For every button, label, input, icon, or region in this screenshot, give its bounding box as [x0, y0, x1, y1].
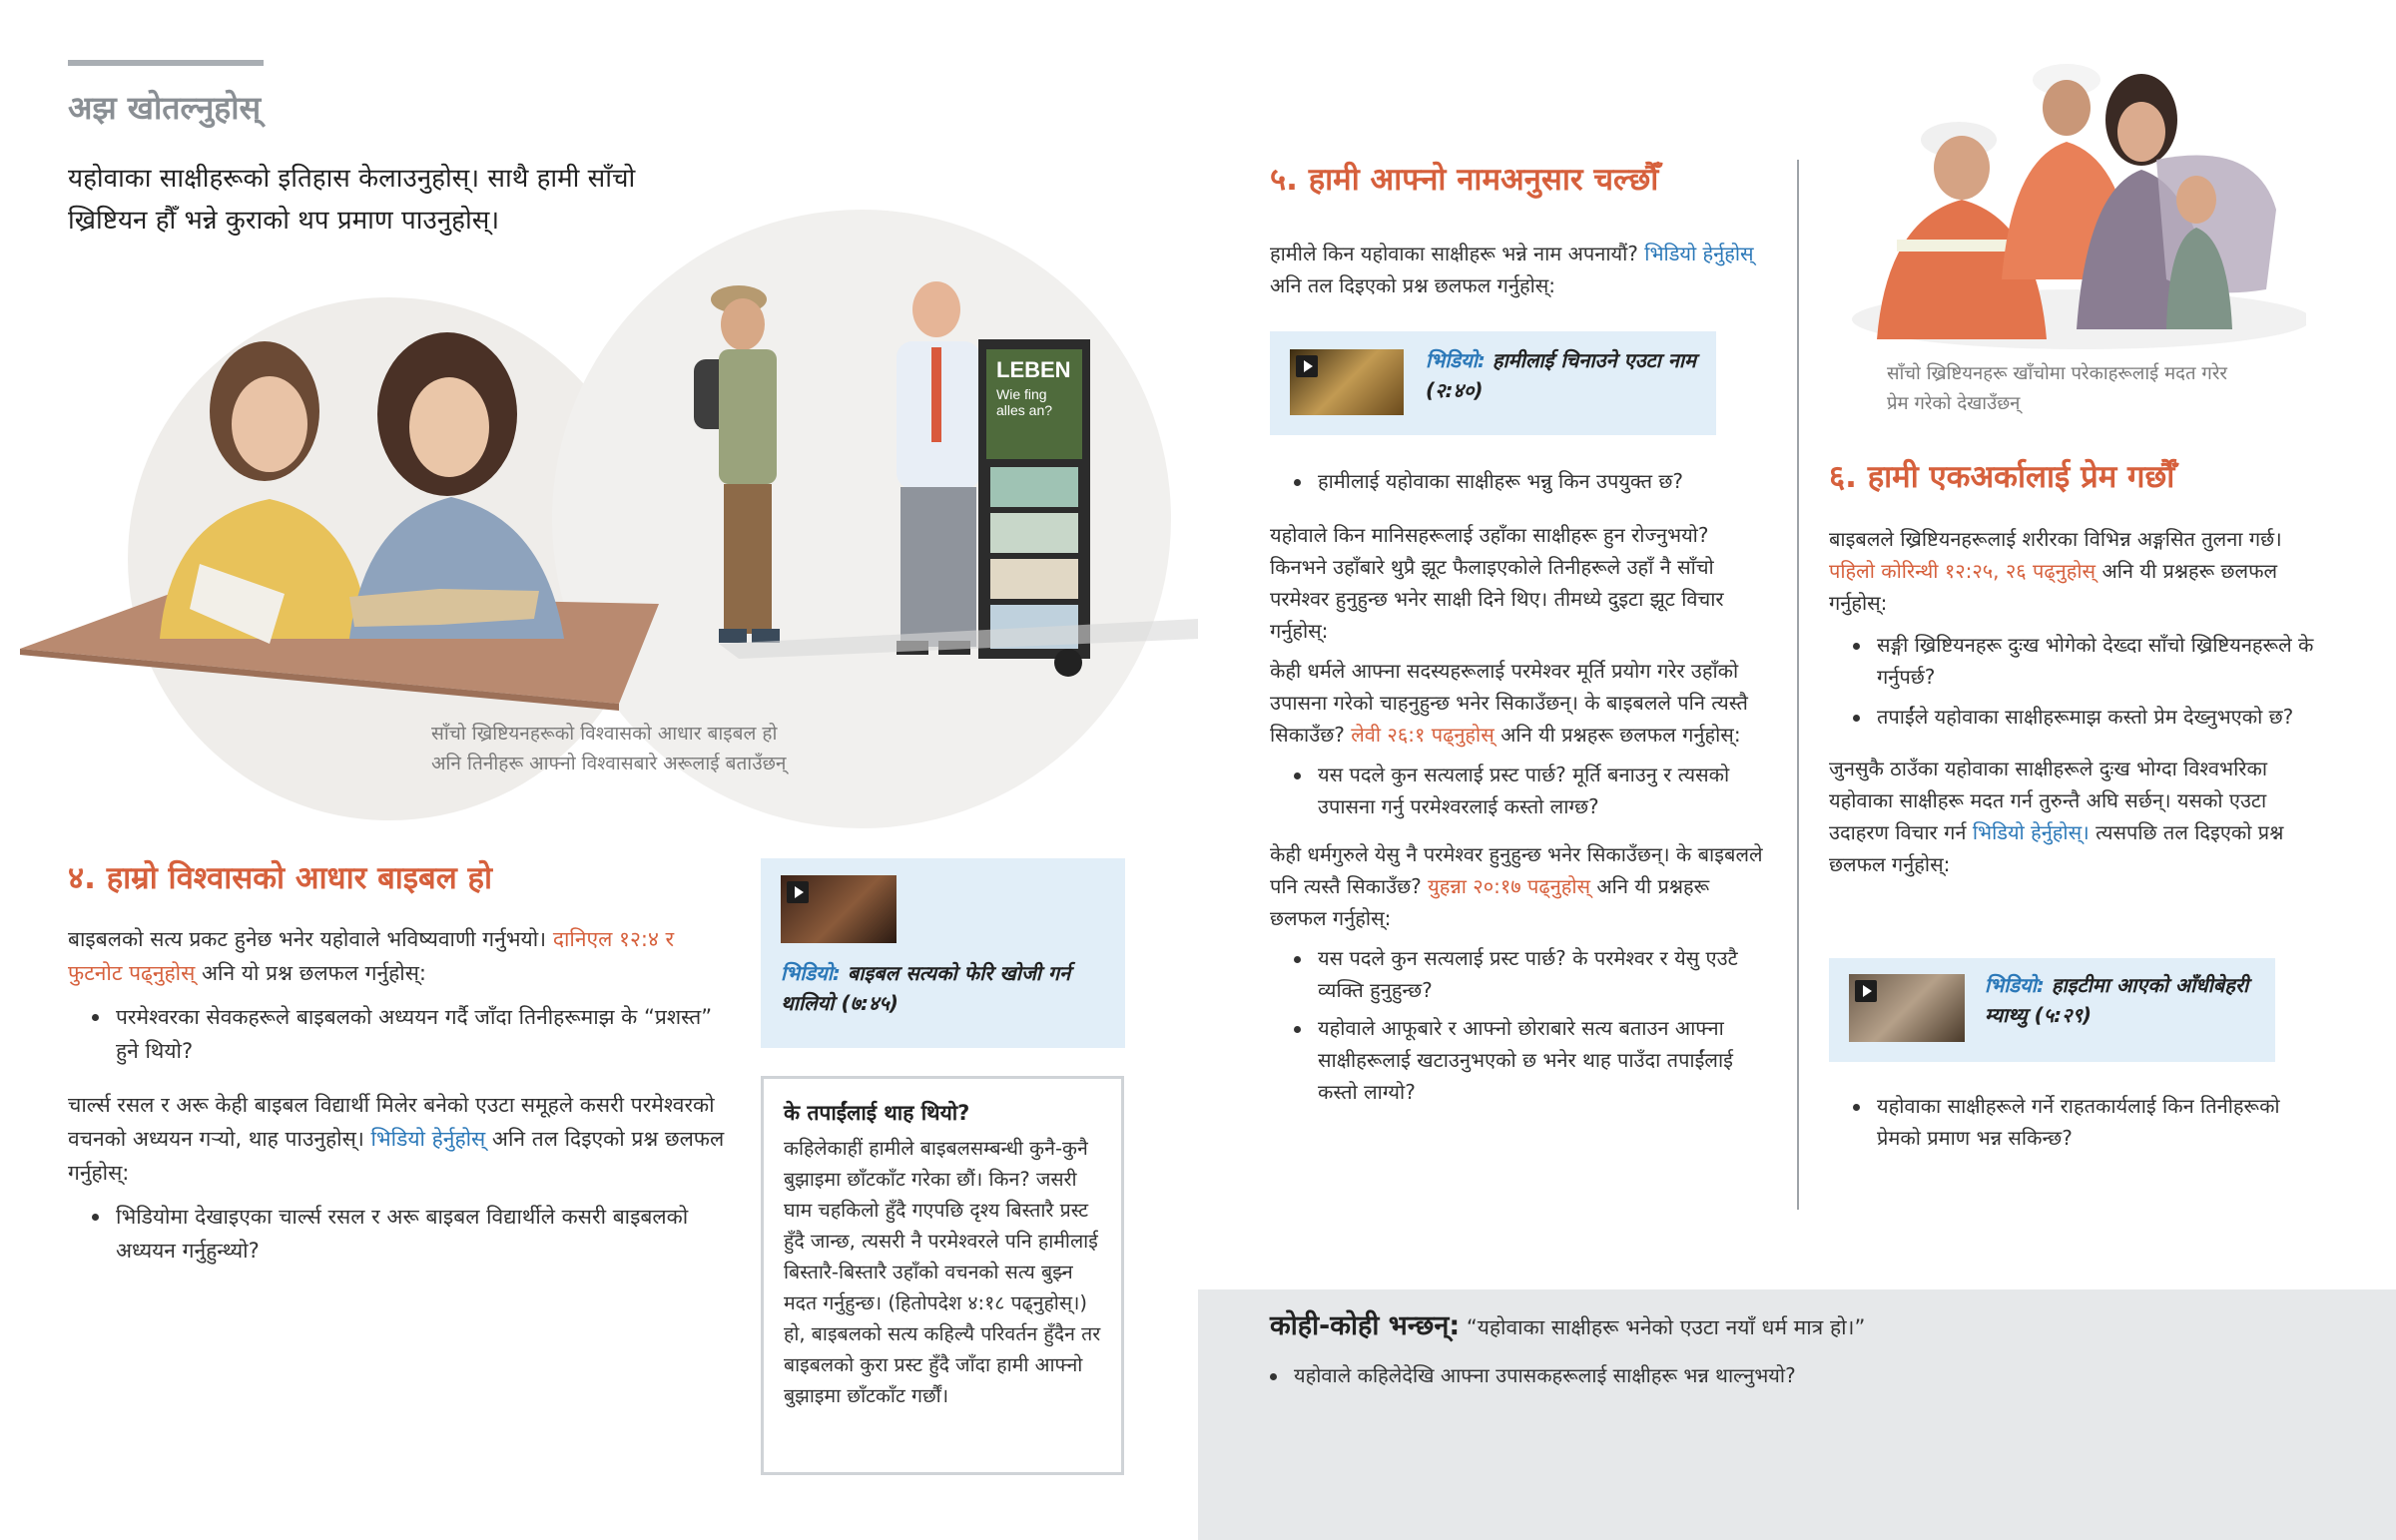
play-icon[interactable]: [1855, 980, 1877, 1002]
text-span: बाइबलको सत्य प्रकट हुनेछ भनेर यहोवाले भविष्यवाणी गर्नुभयो।: [68, 927, 547, 951]
section-5-paragraph-3: [1270, 655, 1769, 751]
did-you-know-text: कहिलेकाहीं हामीले बाइबलसम्बन्धी कुनै-कुनै बुझाइमा छाँटकाँट गरेका छौं। किन? जसरी घाम चहकिलो हुँदै गएपछि दृश्य बिस्तारै प्रस्ट हुँदै जान्छ, त्यसरी नै परमेश्वरले पनि हामीलाई बिस्तारै-बिस्तारै उहाँको वचनको सत्य बुझ्न मदत गर्नुहुन्छ। (हितोपदेश ४:१८ पढ्नुहोस्।) हो, बाइबलको सत्य कहिल्यै परिवर्तन हुँदैन तर बाइबलको कुरा प्रस्ट हुँदै जाँदा हामी आफ्नो बुझाइमा छाँटकाँट गर्छौं।: [784, 1137, 1101, 1407]
watch-video-link[interactable]: भिडियो हेर्नुहोस्: [370, 1127, 486, 1151]
right-caption-line-1: साँचो ख्रिष्टियनहरू खाँचोमा परेकाहरूलाई मदत गरेर: [1887, 363, 2227, 384]
section-6-question: [1829, 1090, 2308, 1154]
question-item: तपाईंले यहोवाका साक्षीहरूमाझ कस्तो प्रेम देख्नुभएको छ?: [1829, 701, 2328, 733]
video-label: भिडियो:: [1985, 973, 2045, 997]
video-label: भिडियो:: [781, 961, 841, 985]
right-caption-line-2: प्रेम गरेको देखाउँछन्: [1887, 393, 2021, 414]
did-you-know-title: के तपाईंलाई थाह थियो?: [784, 1101, 970, 1125]
text-span: बाइबलले ख्रिष्टियनहरूलाई शरीरका विभिन्न अङ्गसित तुलना गर्छ।: [1829, 527, 2282, 551]
some-say-label: कोही-कोही भन्छन्:: [1270, 1310, 1461, 1341]
question-item: सङ्गी ख्रिष्टियनहरू दुःख भोगेको देख्दा साँचो ख्रिष्टियनहरूले के गर्नुपर्छ?: [1829, 629, 2328, 693]
text-span: चार्ल्स रसल र अरू केही बाइबल विद्यार्थी मिलेर बनेको एउटा समूहले कसरी परमेश्वरको वचनको अध्ययन गऱ्यो, थाह पाउनुहोस्।: [68, 1093, 715, 1151]
stand-subtitle-1: Wie fing: [996, 386, 1047, 402]
video-box-haiti[interactable]: [1829, 958, 2275, 1062]
section-5-paragraph-2: यहोवाले किन मानिसहरूलाई उहाँका साक्षीहरू हुन रोज्नुभयो? किनभने उहाँबारे थुप्रै झूट फैलाइएकोले तिनीहरूले उहाँ नै साँचो परमेश्वर हुनुहुन्छ भनेर साक्षी दिने थिए। तीमध्ये दुइटा झूट विचार गर्नुहोस्:: [1270, 523, 1724, 643]
relief-image: [1837, 50, 2306, 349]
video-title-text: बाइबल सत्यको फेरि खोजी गर्न थालियो (७:४५): [781, 961, 1071, 1015]
video-title-text: हामीलाई चिनाउने एउटा नाम (२:४०): [1426, 348, 1697, 402]
text-span: केही धर्मगुरुले येसु नै परमेश्वर हुनुहुन्छ भनेर सिकाउँछन्। के बाइबलले पनि त्यस्तै सिकाउँछ?: [1270, 842, 1763, 898]
left-caption-line-2: अनि तिनीहरू आफ्नो विश्वासबारे अरूलाई बताउँछन्: [431, 753, 787, 774]
section-4-heading: ४. हाम्रो विश्वासको आधार बाइबल हो: [68, 860, 493, 896]
section-6-heading: ६. हामी एकअर्कालाई प्रेम गर्छौँ: [1829, 459, 2175, 495]
section-rule: [68, 60, 264, 66]
video-box-name[interactable]: [1270, 331, 1716, 435]
section-6-paragraph-2: [1829, 753, 2328, 880]
video-thumbnail[interactable]: [781, 875, 897, 943]
question-item: हामीलाई यहोवाका साक्षीहरू भन्नु किन उपयुक्त छ?: [1270, 465, 1769, 497]
did-you-know-box: [761, 1076, 1124, 1475]
scripture-link-corinthians[interactable]: पहिलो कोरिन्थी १२:२५, २६ पढ्नुहोस्: [1829, 559, 2096, 583]
question-item: यस पदले कुन सत्यलाई प्रस्ट पार्छ? के परमेश्वर र येसु एउटै व्यक्ति हुनुहुन्छ?: [1270, 942, 1769, 1006]
video-title: [781, 958, 1110, 1018]
some-say-line: [1270, 1309, 1865, 1344]
section-6-paragraph-1: [1829, 523, 2328, 619]
section-4-paragraph-2: [68, 1088, 727, 1190]
watch-video-link[interactable]: भिडियो हेर्नुहोस्।: [1972, 820, 2090, 844]
left-caption-line-1: साँचो ख्रिष्टियनहरूको विश्वासको आधार बाइबल हो: [431, 723, 778, 745]
section-6-body: [1829, 523, 2328, 880]
question-item: यहोवाका साक्षीहरूले गर्ने राहतकार्यलाई किन तिनीहरूको प्रेमको प्रमाण भन्न सकिन्छ?: [1829, 1090, 2308, 1154]
text-span: जुनसुकै ठाउँका यहोवाका साक्षीहरूले दुःख भोग्दा विश्वभरिका यहोवाका साक्षीहरू मदत गर्न तुरुन्तै अघि सर्छन्। यसको एउटा उदाहरण विचार गर्न: [1829, 757, 2268, 844]
video-box-bible-truth[interactable]: [761, 858, 1125, 1048]
stand-subtitle-2: alles an?: [996, 402, 1053, 418]
play-icon[interactable]: [787, 881, 809, 903]
video-title: [1426, 345, 1705, 405]
section-label: अझ खोतल्नुहोस्: [68, 89, 262, 127]
right-image-caption: [1887, 359, 2227, 419]
video-thumbnail[interactable]: [1290, 349, 1404, 415]
section-5-intro: [1270, 238, 1769, 301]
watch-video-link[interactable]: भिडियो हेर्नुहोस्: [1644, 242, 1754, 265]
video-thumbnail[interactable]: [1849, 974, 1965, 1042]
left-image-caption: [431, 719, 786, 778]
text-span: अनि यी प्रश्नहरू छलफल गर्नुहोस्:: [1270, 874, 1710, 930]
video-label: भिडियो:: [1426, 348, 1486, 372]
relief-workers-illustration: [1837, 50, 2306, 349]
section-4-paragraph-1: [68, 922, 727, 990]
section-5-body: [1270, 465, 1769, 1108]
text-span: त्यसपछि तल दिइएको प्रश्न छलफल गर्नुहोस्:: [1829, 820, 2284, 876]
scripture-link-leviticus[interactable]: लेवी २६:१ पढ्नुहोस्: [1351, 723, 1495, 747]
text-span: अनि तल दिइएको प्रश्न छलफल गर्नुहोस्:: [68, 1127, 725, 1185]
intro-line-1: यहोवाका साक्षीहरूको इतिहास केलाउनुहोस्। साथै हामी साँचो: [68, 164, 636, 194]
some-say-question: [1246, 1359, 2144, 1391]
video-title-text: हाइटीमा आएको आँधीबेहरी म्याथ्यु (५:२९): [1985, 973, 2249, 1027]
video-title: [1985, 970, 2264, 1030]
column-divider: [1797, 160, 1799, 1210]
question-item: भिडियोमा देखाइएका चार्ल्स रसल र अरू बाइबल विद्यार्थीले कसरी बाइबलको अध्ययन गर्नुहुन्थ्यो?: [68, 1200, 727, 1268]
question-item: यस पदले कुन सत्यलाई प्रस्ट पार्छ? मूर्ति बनाउनु र त्यसको उपासना गर्नु परमेश्वरलाई कस्तो लाग्छ?: [1270, 759, 1769, 822]
text-span: अनि यी प्रश्नहरू छलफल गर्नुहोस्:: [1829, 559, 2278, 615]
section-4-body: [68, 922, 727, 1268]
question-item: यहोवाले कहिलेदेखि आफ्ना उपासकहरूलाई साक्षीहरू भन्न थाल्नुभयो?: [1246, 1359, 2144, 1391]
question-item: परमेश्वरका सेवकहरूले बाइबलको अध्ययन गर्दै जाँदा तिनीहरूमाझ के “प्रशस्त” हुने थियो?: [68, 1000, 727, 1068]
scripture-link-john[interactable]: युहन्ना २०:१७ पढ्नुहोस्: [1428, 874, 1591, 898]
text-span: अनि तल दिइएको प्रश्न छलफल गर्नुहोस्:: [1270, 273, 1556, 297]
some-say-quote: “यहोवाका साक्षीहरू भनेको एउटा नयाँ धर्म मात्र हो।”: [1466, 1315, 1866, 1339]
play-icon[interactable]: [1296, 355, 1318, 377]
question-item: यहोवाले आफूबारे र आफ्नो छोराबारे सत्य बताउन आफ्ना साक्षीहरूलाई खटाउनुभएको छ भनेर थाह पाउँदा तपाईंलाई कस्तो लाग्यो?: [1270, 1012, 1769, 1108]
text-span: केही धर्मले आफ्ना सदस्यहरूलाई परमेश्वर मूर्ति प्रयोग गरेर उहाँको उपासना गरेको चाहनुहुन्छ भनेर सिकाउँछन्। के बाइबलले पनि त्यस्तै सिकाउँछ?: [1270, 659, 1748, 747]
scripture-link-daniel[interactable]: दानिएल १२:४ र फुटनोट पढ्नुहोस्: [68, 927, 675, 985]
section-5-heading: ५. हामी आफ्नो नामअनुसार चल्छौँ: [1270, 162, 1659, 198]
intro-line-2: ख्रिष्टियन हौँ भन्ने कुराको थप प्रमाण पाउनुहोस्।: [68, 206, 500, 236]
text-span: हामीले किन यहोवाका साक्षीहरू भन्ने नाम अपनायौं?: [1270, 242, 1638, 265]
text-span: अनि यी प्रश्नहरू छलफल गर्नुहोस्:: [1500, 723, 1741, 747]
section-5-paragraph-4: [1270, 838, 1769, 934]
stand-title: LEBEN: [996, 357, 1071, 382]
some-say-box: [1198, 1289, 2396, 1540]
text-span: अनि यो प्रश्न छलफल गर्नुहोस्:: [202, 961, 426, 985]
